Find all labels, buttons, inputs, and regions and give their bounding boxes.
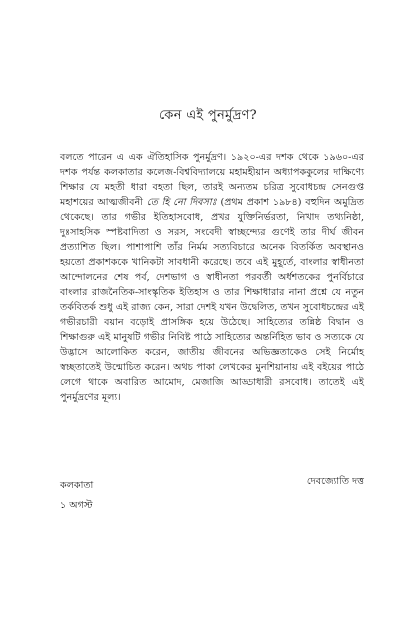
date-label: ১ অগস্ট (60, 500, 93, 511)
paragraph-text-part-1: বলতে পারেন এ এক ঐতিহাসিক পুনর্মুদ্রণ। ১৯২০-এর দশক থেকে ১৯৬০-এর দশক পর্যন্ত কলকাতার কলেজ-বিশ্ববিদ্যালয়ে মহামহীয়ান অধ্যাপককুলের দাক্ষিণ্যে শিক্ষার যে মহতী ধারা বহতা ছিল, তারই অন্যতম চরিত্র সুবোধচন্দ্র সেনগুপ্ত মহাশয়ের আত্মজীবনী (60, 152, 364, 208)
paragraph-text-part-2: (প্রথম প্রকাশ ১৯৮৪) বহুদিন অমুদ্রিত থেকেছে। তার গভীর ইতিহাসবোধ, প্রখর যুক্তিনির্ভরতা, নিখাদ তথ্যনিষ্ঠা, দুঃসাহসিক স্পষ্টবাদিতা ও সরস, সংবেদী স্বাচ্ছন্দ্যের গুণেই তার দীর্ঘ জীবন প্রত্যাশিত ছিল। পাশাপাশি তাঁর নির্মম সত্যবিচারে অনেক বিতর্কিত অবস্থানও হয়তো প্রকাশককে খানিকটা সাবধানী করেছে। তবে এই মুহূর্তে, বাংলার স্বাধীনতা আন্দোলনের শেষ পর্ব, দেশভাগ ও স্বাধীনতা পরবর্তী অর্ধশতকের পুনর্বিচারে বাংলার রাজনৈতিক-সাংস্কৃতিক ইতিহাস ও তার শিক্ষাধারার নানা প্রশ্নে যে নতুন তর্কবিতর্ক শুধু এই রাজ্য কেন, সারা দেশই যখন উদ্বেলিত, তখন সুবোধচন্দ্রের এই গভীরচারী বয়ান বড়োই প্রাসঙ্গিক হয়ে উঠেছে। সাহিত্যের তন্নিষ্ঠ বিদ্বান ও শিক্ষাগুরু এই মানুষটি গভীর নিবিষ্ট পাঠে সাহিত্যের অন্তর্নিহিত ভাব ও সত্যকে যে উদ্ভাসে আলোকিত করেন, জাতীয় জীবনের অভিজ্ঞতাকেও সেই নির্মোহ স্বচ্ছতাতেই উন্মোচিত করেন। অথচ পাকা লেখকের মুনশিয়ানায় এই বইয়ের পাঠে লেগে থাকে অবারিত আমোদ, মেজাজি আড্ডাধারী রসবোধ। তাতেই এই পুনর্মুদ্রণের মূল্য। (60, 197, 364, 403)
body-paragraph (60, 150, 364, 405)
book-title: তে হি নো দিবসাঃ (146, 197, 217, 208)
place-label: কলকাতা (60, 480, 94, 491)
page-title: কেন এই পুনর্মুদ্রণ? (159, 108, 257, 123)
author-name: দেবজ্যোতি দত্ত (306, 476, 364, 487)
